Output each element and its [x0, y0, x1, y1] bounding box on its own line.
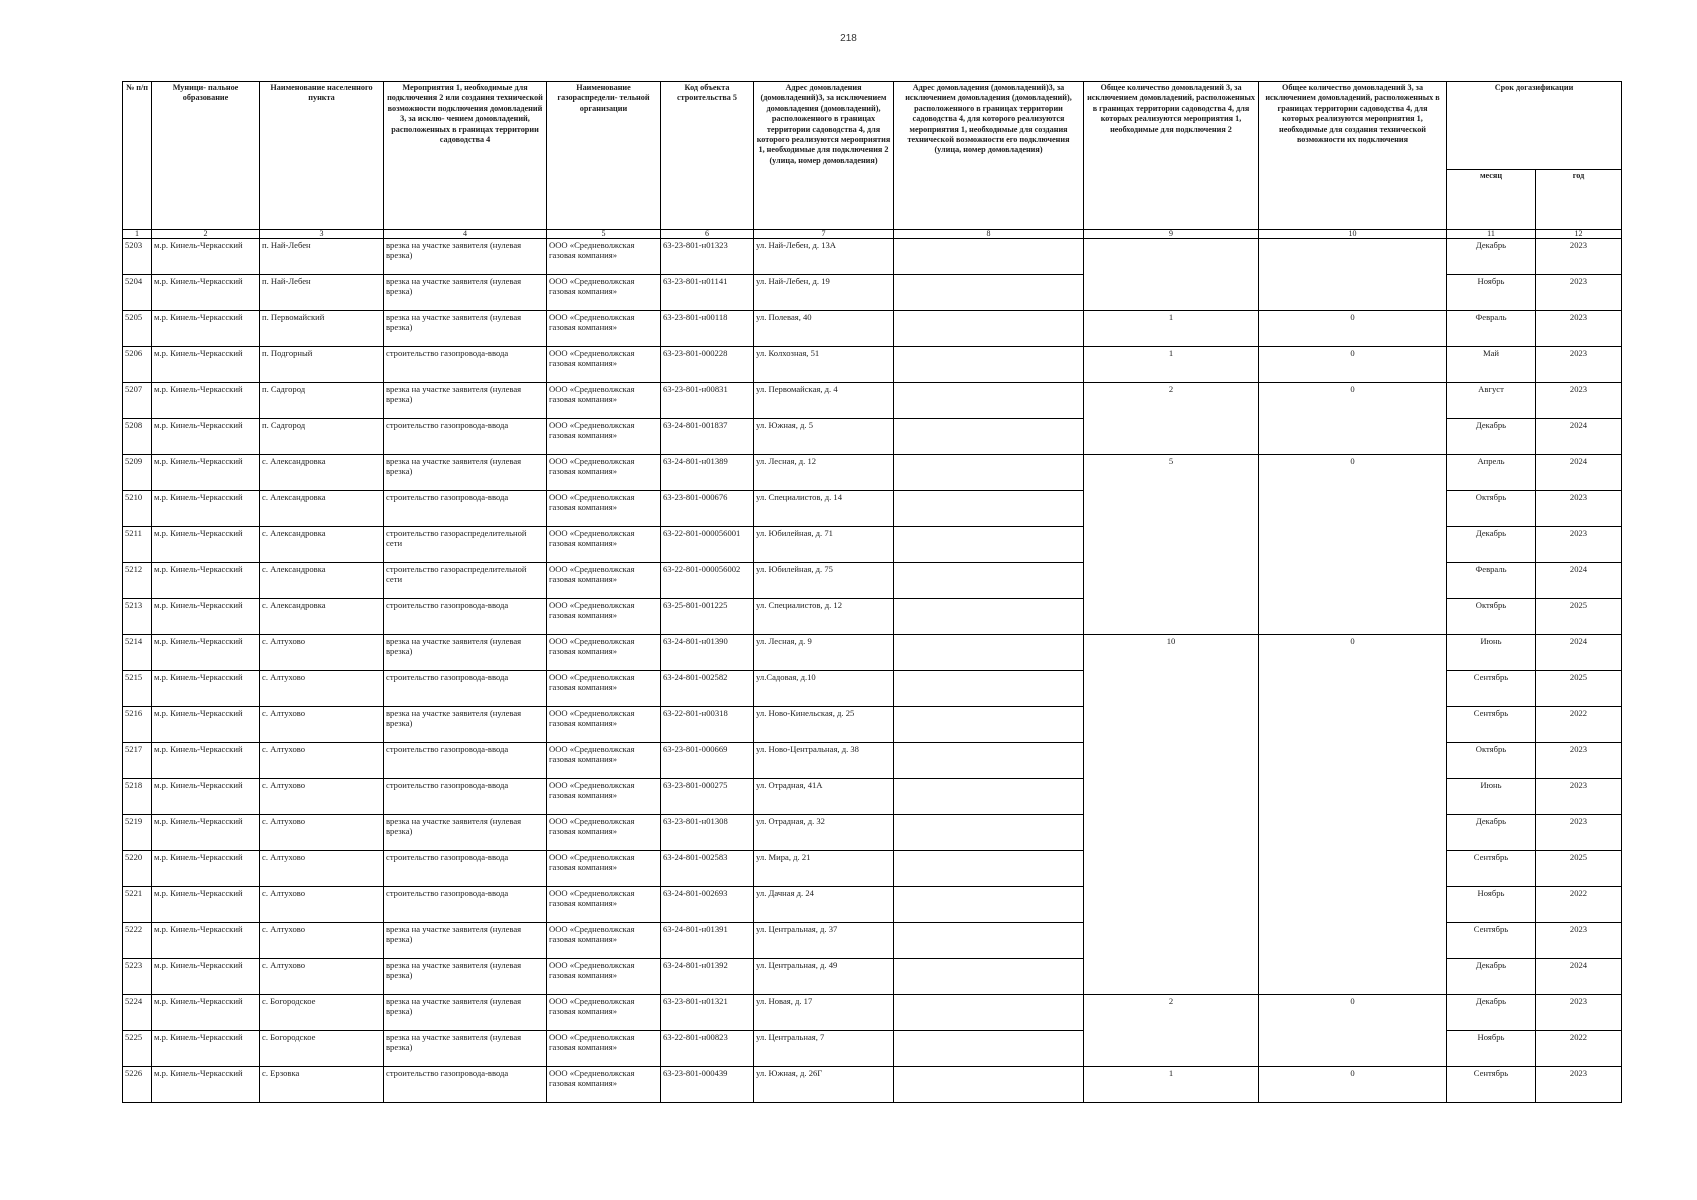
- cell-address-technical: [894, 707, 1084, 743]
- cell-municipality: м.р. Кинель-Черкасский: [152, 995, 260, 1031]
- cell-municipality: м.р. Кинель-Черкасский: [152, 563, 260, 599]
- cell-action: строительство газопровода-ввода: [384, 1067, 547, 1103]
- cell-organization: ООО «Средневолжская газовая компания»: [547, 383, 661, 419]
- cell-municipality: м.р. Кинель-Черкасский: [152, 1067, 260, 1103]
- cell-municipality: м.р. Кинель-Черкасский: [152, 491, 260, 527]
- cell-year: 2023: [1536, 311, 1622, 347]
- cell-action: строительство газопровода-ввода: [384, 887, 547, 923]
- table-row: [123, 383, 1622, 419]
- cell-number: 5218: [123, 779, 152, 815]
- cell-object-code: 63-24-801-002582: [661, 671, 754, 707]
- cell-action: врезка на участке заявителя (нулевая врезка): [384, 383, 547, 419]
- cell-address: ул. Новая, д. 17: [754, 995, 894, 1031]
- cell-action: строительство газопровода-ввода: [384, 851, 547, 887]
- cell-address: ул. Лесная, д. 9: [754, 635, 894, 671]
- cell-object-code: 63-23-801-н01323: [661, 239, 754, 275]
- cell-address: ул. Лесная, д. 12: [754, 455, 894, 491]
- gasification-table: [122, 81, 1622, 1103]
- cell-action: врезка на участке заявителя (нулевая врезка): [384, 455, 547, 491]
- cell-number: 5208: [123, 419, 152, 455]
- cell-municipality: м.р. Кинель-Черкасский: [152, 779, 260, 815]
- cell-object-code: 63-23-801-000439: [661, 1067, 754, 1103]
- cell-object-code: 63-23-801-000676: [661, 491, 754, 527]
- cell-number: 5203: [123, 239, 152, 275]
- cell-organization: ООО «Средневолжская газовая компания»: [547, 1067, 661, 1103]
- cell-settlement: с. Ерзовка: [260, 1067, 384, 1103]
- cell-address: ул.Садовая, д.10: [754, 671, 894, 707]
- cell-action: врезка на участке заявителя (нулевая врезка): [384, 275, 547, 311]
- cell-action: врезка на участке заявителя (нулевая врезка): [384, 635, 547, 671]
- cell-year: 2023: [1536, 239, 1622, 275]
- cell-action: врезка на участке заявителя (нулевая врезка): [384, 959, 547, 995]
- cell-year: 2025: [1536, 851, 1622, 887]
- cell-number: 5217: [123, 743, 152, 779]
- cell-settlement: с. Алтухово: [260, 923, 384, 959]
- cell-municipality: м.р. Кинель-Черкасский: [152, 959, 260, 995]
- cell-year: 2024: [1536, 635, 1622, 671]
- column-number: 4: [384, 230, 547, 239]
- cell-address: ул. Отрадная, 41А: [754, 779, 894, 815]
- cell-object-code: 63-23-801-н01321: [661, 995, 754, 1031]
- header-count-technical: Общее количество домовладений 3, за исключением домовладений, расположенных в границах территории садоводства 4, для которых реализуются мероприятия 1, необходимые для создания технической возможности их подключения: [1259, 82, 1447, 230]
- cell-settlement: п. Первомайский: [260, 311, 384, 347]
- cell-month: Декабрь: [1447, 527, 1536, 563]
- cell-address: ул. Колхозная, 51: [754, 347, 894, 383]
- cell-number: 5221: [123, 887, 152, 923]
- cell-organization: ООО «Средневолжская газовая компания»: [547, 239, 661, 275]
- cell-action: строительство газопровода-ввода: [384, 491, 547, 527]
- cell-count-connection: 10: [1084, 635, 1259, 995]
- cell-organization: ООО «Средневолжская газовая компания»: [547, 815, 661, 851]
- column-number: 2: [152, 230, 260, 239]
- cell-address: ул. Юбилейная, д. 75: [754, 563, 894, 599]
- cell-address-technical: [894, 347, 1084, 383]
- cell-municipality: м.р. Кинель-Черкасский: [152, 419, 260, 455]
- cell-year: 2023: [1536, 491, 1622, 527]
- cell-address: ул. Первомайская, д. 4: [754, 383, 894, 419]
- cell-count-technical: 0: [1259, 455, 1447, 635]
- cell-object-code: 63-22-801-н00823: [661, 1031, 754, 1067]
- cell-address: ул. Дачная д. 24: [754, 887, 894, 923]
- cell-year: 2022: [1536, 1031, 1622, 1067]
- cell-count-technical: 0: [1259, 1067, 1447, 1103]
- column-number: 3: [260, 230, 384, 239]
- cell-month: Февраль: [1447, 311, 1536, 347]
- cell-object-code: 63-23-801-н01308: [661, 815, 754, 851]
- header-deadline: Срок догазификации: [1447, 82, 1622, 170]
- cell-municipality: м.р. Кинель-Черкасский: [152, 383, 260, 419]
- column-number: 5: [547, 230, 661, 239]
- cell-settlement: с. Александровка: [260, 491, 384, 527]
- header-count-connection: Общее количество домовладений 3, за исключением домовладений, расположенных в границах территории садоводства 4, для которых реализуются мероприятия 1, необходимые для подключения 2: [1084, 82, 1259, 230]
- cell-action: строительство газораспределительной сети: [384, 527, 547, 563]
- header-municipality: Муници- пальное образование: [152, 82, 260, 230]
- cell-address-technical: [894, 491, 1084, 527]
- table-body: [123, 239, 1622, 1103]
- cell-year: 2023: [1536, 995, 1622, 1031]
- cell-address-technical: [894, 419, 1084, 455]
- cell-action: врезка на участке заявителя (нулевая врезка): [384, 311, 547, 347]
- cell-municipality: м.р. Кинель-Черкасский: [152, 635, 260, 671]
- table-row: [123, 995, 1622, 1031]
- cell-number: 5220: [123, 851, 152, 887]
- cell-object-code: 63-24-801-н01390: [661, 635, 754, 671]
- cell-count-connection: [1084, 239, 1259, 311]
- cell-address-technical: [894, 1067, 1084, 1103]
- cell-number: 5219: [123, 815, 152, 851]
- cell-month: Декабрь: [1447, 419, 1536, 455]
- cell-address-technical: [894, 743, 1084, 779]
- cell-organization: ООО «Средневолжская газовая компания»: [547, 779, 661, 815]
- page-number: 218: [840, 33, 857, 44]
- cell-address-technical: [894, 563, 1084, 599]
- cell-settlement: с. Алтухово: [260, 959, 384, 995]
- cell-settlement: с. Алтухово: [260, 707, 384, 743]
- cell-address-technical: [894, 239, 1084, 275]
- cell-number: 5225: [123, 1031, 152, 1067]
- cell-settlement: п. Най-Лебен: [260, 239, 384, 275]
- cell-municipality: м.р. Кинель-Черкасский: [152, 455, 260, 491]
- cell-month: Октябрь: [1447, 491, 1536, 527]
- cell-address-technical: [894, 851, 1084, 887]
- cell-month: Июнь: [1447, 779, 1536, 815]
- cell-year: 2025: [1536, 599, 1622, 635]
- cell-organization: ООО «Средневолжская газовая компания»: [547, 959, 661, 995]
- cell-address: ул. Южная, д. 26Г: [754, 1067, 894, 1103]
- cell-number: 5214: [123, 635, 152, 671]
- cell-settlement: с. Александровка: [260, 563, 384, 599]
- cell-number: 5212: [123, 563, 152, 599]
- header-month: месяц: [1447, 170, 1536, 230]
- column-number: 11: [1447, 230, 1536, 239]
- cell-address-technical: [894, 815, 1084, 851]
- cell-month: Сентябрь: [1447, 707, 1536, 743]
- cell-organization: ООО «Средневолжская газовая компания»: [547, 851, 661, 887]
- cell-number: 5215: [123, 671, 152, 707]
- cell-settlement: п. Садгород: [260, 383, 384, 419]
- cell-settlement: п. Садгород: [260, 419, 384, 455]
- cell-month: Декабрь: [1447, 995, 1536, 1031]
- cell-settlement: с. Богородское: [260, 1031, 384, 1067]
- cell-action: врезка на участке заявителя (нулевая врезка): [384, 707, 547, 743]
- cell-organization: ООО «Средневолжская газовая компания»: [547, 635, 661, 671]
- cell-count-technical: 0: [1259, 995, 1447, 1067]
- cell-municipality: м.р. Кинель-Черкасский: [152, 851, 260, 887]
- cell-number: 5216: [123, 707, 152, 743]
- cell-address-technical: [894, 635, 1084, 671]
- cell-address-technical: [894, 527, 1084, 563]
- cell-year: 2023: [1536, 347, 1622, 383]
- cell-organization: ООО «Средневолжская газовая компания»: [547, 995, 661, 1031]
- cell-action: врезка на участке заявителя (нулевая врезка): [384, 1031, 547, 1067]
- cell-address-technical: [894, 455, 1084, 491]
- cell-organization: ООО «Средневолжская газовая компания»: [547, 275, 661, 311]
- cell-object-code: 63-23-801-000275: [661, 779, 754, 815]
- cell-year: 2023: [1536, 527, 1622, 563]
- cell-number: 5213: [123, 599, 152, 635]
- header-actions: Мероприятия 1, необходимые для подключения 2 или создания технической возможности подключения домовладений 3, за исклю- чением домовладений, расположенных в границах территории садоводства 4: [384, 82, 547, 230]
- cell-address: ул. Центральная, 7: [754, 1031, 894, 1067]
- cell-organization: ООО «Средневолжская газовая компания»: [547, 563, 661, 599]
- cell-number: 5206: [123, 347, 152, 383]
- cell-organization: ООО «Средневолжская газовая компания»: [547, 707, 661, 743]
- cell-settlement: п. Най-Лебен: [260, 275, 384, 311]
- cell-action: строительство газопровода-ввода: [384, 347, 547, 383]
- cell-count-connection: 1: [1084, 311, 1259, 347]
- cell-address: ул. Ново-Кинельская, д. 25: [754, 707, 894, 743]
- cell-count-technical: 0: [1259, 635, 1447, 995]
- table-row: [123, 311, 1622, 347]
- cell-year: 2024: [1536, 959, 1622, 995]
- header-object-code: Код объекта строительства 5: [661, 82, 754, 230]
- column-number: 10: [1259, 230, 1447, 239]
- cell-year: 2024: [1536, 563, 1622, 599]
- cell-object-code: 63-24-801-002693: [661, 887, 754, 923]
- column-number: 1: [123, 230, 152, 239]
- cell-settlement: с. Александровка: [260, 599, 384, 635]
- cell-object-code: 63-23-801-000669: [661, 743, 754, 779]
- cell-object-code: 63-23-801-н00831: [661, 383, 754, 419]
- cell-organization: ООО «Средневолжская газовая компания»: [547, 419, 661, 455]
- cell-municipality: м.р. Кинель-Черкасский: [152, 599, 260, 635]
- cell-address-technical: [894, 959, 1084, 995]
- cell-address: ул. Ново-Центральная, д. 38: [754, 743, 894, 779]
- column-number: 6: [661, 230, 754, 239]
- cell-count-connection: 2: [1084, 383, 1259, 455]
- table-row: [123, 347, 1622, 383]
- cell-organization: ООО «Средневолжская газовая компания»: [547, 887, 661, 923]
- cell-month: Сентябрь: [1447, 851, 1536, 887]
- cell-organization: ООО «Средневолжская газовая компания»: [547, 671, 661, 707]
- header-settlement: Наименование населенного пункта: [260, 82, 384, 230]
- table-row: [123, 239, 1622, 275]
- cell-month: Сентябрь: [1447, 923, 1536, 959]
- table-row: [123, 635, 1622, 671]
- cell-action: строительство газопровода-ввода: [384, 779, 547, 815]
- cell-month: Ноябрь: [1447, 1031, 1536, 1067]
- cell-address-technical: [894, 275, 1084, 311]
- cell-organization: ООО «Средневолжская газовая компания»: [547, 923, 661, 959]
- cell-organization: ООО «Средневолжская газовая компания»: [547, 455, 661, 491]
- cell-organization: ООО «Средневолжская газовая компания»: [547, 347, 661, 383]
- cell-address-technical: [894, 1031, 1084, 1067]
- cell-count-technical: 0: [1259, 311, 1447, 347]
- cell-count-technical: 0: [1259, 347, 1447, 383]
- cell-municipality: м.р. Кинель-Черкасский: [152, 707, 260, 743]
- cell-year: 2023: [1536, 815, 1622, 851]
- cell-month: Сентябрь: [1447, 671, 1536, 707]
- cell-month: Декабрь: [1447, 815, 1536, 851]
- cell-month: Август: [1447, 383, 1536, 419]
- cell-organization: ООО «Средневолжская газовая компания»: [547, 527, 661, 563]
- table-row: [123, 455, 1622, 491]
- cell-address-technical: [894, 671, 1084, 707]
- cell-address-technical: [894, 779, 1084, 815]
- cell-month: Май: [1447, 347, 1536, 383]
- cell-object-code: 63-22-801-н00318: [661, 707, 754, 743]
- cell-month: Октябрь: [1447, 743, 1536, 779]
- cell-action: строительство газопровода-ввода: [384, 419, 547, 455]
- cell-count-connection: 2: [1084, 995, 1259, 1067]
- cell-address: ул. Отрадная, д. 32: [754, 815, 894, 851]
- cell-count-connection: 1: [1084, 1067, 1259, 1103]
- cell-year: 2023: [1536, 275, 1622, 311]
- cell-settlement: с. Алтухово: [260, 671, 384, 707]
- cell-address: ул. Юбилейная, д. 71: [754, 527, 894, 563]
- cell-month: Декабрь: [1447, 239, 1536, 275]
- table-row: [123, 1067, 1622, 1103]
- cell-number: 5223: [123, 959, 152, 995]
- cell-municipality: м.р. Кинель-Черкасский: [152, 923, 260, 959]
- header-address-technical: Адрес домовладения (домовладений)3, за исключением домовладения (домовладений), расположенного в границах территории садоводства 4, для которого реализуются мероприятия 1, необходимые для создания технической возможности его подключения (улица, номер домовладения): [894, 82, 1084, 230]
- cell-settlement: с. Алтухово: [260, 779, 384, 815]
- column-number: 9: [1084, 230, 1259, 239]
- cell-year: 2024: [1536, 455, 1622, 491]
- cell-action: врезка на участке заявителя (нулевая врезка): [384, 923, 547, 959]
- cell-address-technical: [894, 923, 1084, 959]
- cell-year: 2023: [1536, 1067, 1622, 1103]
- cell-action: строительство газопровода-ввода: [384, 599, 547, 635]
- header-year: год: [1536, 170, 1622, 230]
- cell-municipality: м.р. Кинель-Черкасский: [152, 743, 260, 779]
- cell-number: 5210: [123, 491, 152, 527]
- cell-month: Ноябрь: [1447, 887, 1536, 923]
- cell-settlement: с. Алтухово: [260, 743, 384, 779]
- cell-settlement: с. Богородское: [260, 995, 384, 1031]
- cell-address: ул. Центральная, д. 37: [754, 923, 894, 959]
- cell-number: 5205: [123, 311, 152, 347]
- header-number: № п/п: [123, 82, 152, 230]
- cell-municipality: м.р. Кинель-Черкасский: [152, 275, 260, 311]
- cell-object-code: 63-22-801-000056002: [661, 563, 754, 599]
- cell-organization: ООО «Средневолжская газовая компания»: [547, 491, 661, 527]
- cell-month: Сентябрь: [1447, 1067, 1536, 1103]
- cell-month: Декабрь: [1447, 959, 1536, 995]
- cell-action: врезка на участке заявителя (нулевая врезка): [384, 815, 547, 851]
- cell-number: 5204: [123, 275, 152, 311]
- cell-year: 2024: [1536, 419, 1622, 455]
- cell-address-technical: [894, 599, 1084, 635]
- cell-count-connection: 5: [1084, 455, 1259, 635]
- cell-municipality: м.р. Кинель-Черкасский: [152, 239, 260, 275]
- cell-number: 5224: [123, 995, 152, 1031]
- cell-year: 2023: [1536, 743, 1622, 779]
- cell-object-code: 63-22-801-000056001: [661, 527, 754, 563]
- cell-count-connection: 1: [1084, 347, 1259, 383]
- cell-organization: ООО «Средневолжская газовая компания»: [547, 1031, 661, 1067]
- cell-number: 5222: [123, 923, 152, 959]
- cell-address: ул. Най-Лебен, д. 13А: [754, 239, 894, 275]
- cell-municipality: м.р. Кинель-Черкасский: [152, 815, 260, 851]
- cell-municipality: м.р. Кинель-Черкасский: [152, 527, 260, 563]
- cell-address-technical: [894, 995, 1084, 1031]
- cell-count-technical: 0: [1259, 383, 1447, 455]
- cell-object-code: 63-24-801-001837: [661, 419, 754, 455]
- cell-object-code: 63-23-801-н01141: [661, 275, 754, 311]
- cell-object-code: 63-24-801-н01389: [661, 455, 754, 491]
- cell-year: 2023: [1536, 779, 1622, 815]
- cell-address: ул. Полевая, 40: [754, 311, 894, 347]
- cell-municipality: м.р. Кинель-Черкасский: [152, 671, 260, 707]
- cell-municipality: м.р. Кинель-Черкасский: [152, 887, 260, 923]
- cell-action: строительство газораспределительной сети: [384, 563, 547, 599]
- cell-address: ул. Южная, д. 5: [754, 419, 894, 455]
- cell-number: 5226: [123, 1067, 152, 1103]
- cell-organization: ООО «Средневолжская газовая компания»: [547, 599, 661, 635]
- cell-action: врезка на участке заявителя (нулевая врезка): [384, 239, 547, 275]
- cell-settlement: с. Алтухово: [260, 851, 384, 887]
- cell-year: 2022: [1536, 887, 1622, 923]
- cell-organization: ООО «Средневолжская газовая компания»: [547, 311, 661, 347]
- cell-address: ул. Специалистов, д. 14: [754, 491, 894, 527]
- cell-year: 2023: [1536, 923, 1622, 959]
- cell-month: Ноябрь: [1447, 275, 1536, 311]
- cell-address-technical: [894, 383, 1084, 419]
- cell-object-code: 63-24-801-002583: [661, 851, 754, 887]
- cell-year: 2023: [1536, 383, 1622, 419]
- cell-settlement: с. Александровка: [260, 527, 384, 563]
- cell-address: ул. Специалистов, д. 12: [754, 599, 894, 635]
- cell-count-technical: [1259, 239, 1447, 311]
- cell-settlement: с. Алтухово: [260, 815, 384, 851]
- cell-number: 5211: [123, 527, 152, 563]
- cell-municipality: м.р. Кинель-Черкасский: [152, 311, 260, 347]
- table-header: [123, 82, 1622, 239]
- cell-year: 2025: [1536, 671, 1622, 707]
- cell-month: Апрель: [1447, 455, 1536, 491]
- cell-year: 2022: [1536, 707, 1622, 743]
- cell-action: строительство газопровода-ввода: [384, 743, 547, 779]
- cell-object-code: 63-23-801-н00118: [661, 311, 754, 347]
- cell-month: Июнь: [1447, 635, 1536, 671]
- header-address-connection: Адрес домовладения (домовладений)3, за исключением домовладения (домовладений), расположенного в границах территории садоводства 4, для которого реализуются мероприятия 1, необходимые для подключения 2 (улица, номер домовладения): [754, 82, 894, 230]
- column-number: 7: [754, 230, 894, 239]
- cell-action: врезка на участке заявителя (нулевая врезка): [384, 995, 547, 1031]
- column-number: 12: [1536, 230, 1622, 239]
- cell-settlement: п. Подгорный: [260, 347, 384, 383]
- cell-settlement: с. Александровка: [260, 455, 384, 491]
- column-number-row: [123, 230, 1622, 239]
- column-number: 8: [894, 230, 1084, 239]
- cell-address: ул. Най-Лебен, д. 19: [754, 275, 894, 311]
- cell-object-code: 63-25-801-001225: [661, 599, 754, 635]
- cell-number: 5209: [123, 455, 152, 491]
- header-organization: Наименование газораспредели- тельной организации: [547, 82, 661, 230]
- cell-object-code: 63-24-801-н01391: [661, 923, 754, 959]
- cell-municipality: м.р. Кинель-Черкасский: [152, 1031, 260, 1067]
- cell-municipality: м.р. Кинель-Черкасский: [152, 347, 260, 383]
- cell-month: Октябрь: [1447, 599, 1536, 635]
- cell-address: ул. Центральная, д. 49: [754, 959, 894, 995]
- cell-month: Февраль: [1447, 563, 1536, 599]
- cell-address-technical: [894, 311, 1084, 347]
- cell-action: строительство газопровода-ввода: [384, 671, 547, 707]
- cell-organization: ООО «Средневолжская газовая компания»: [547, 743, 661, 779]
- cell-address: ул. Мира, д. 21: [754, 851, 894, 887]
- cell-number: 5207: [123, 383, 152, 419]
- cell-settlement: с. Алтухово: [260, 635, 384, 671]
- cell-settlement: с. Алтухово: [260, 887, 384, 923]
- cell-object-code: 63-23-801-000228: [661, 347, 754, 383]
- cell-object-code: 63-24-801-н01392: [661, 959, 754, 995]
- cell-address-technical: [894, 887, 1084, 923]
